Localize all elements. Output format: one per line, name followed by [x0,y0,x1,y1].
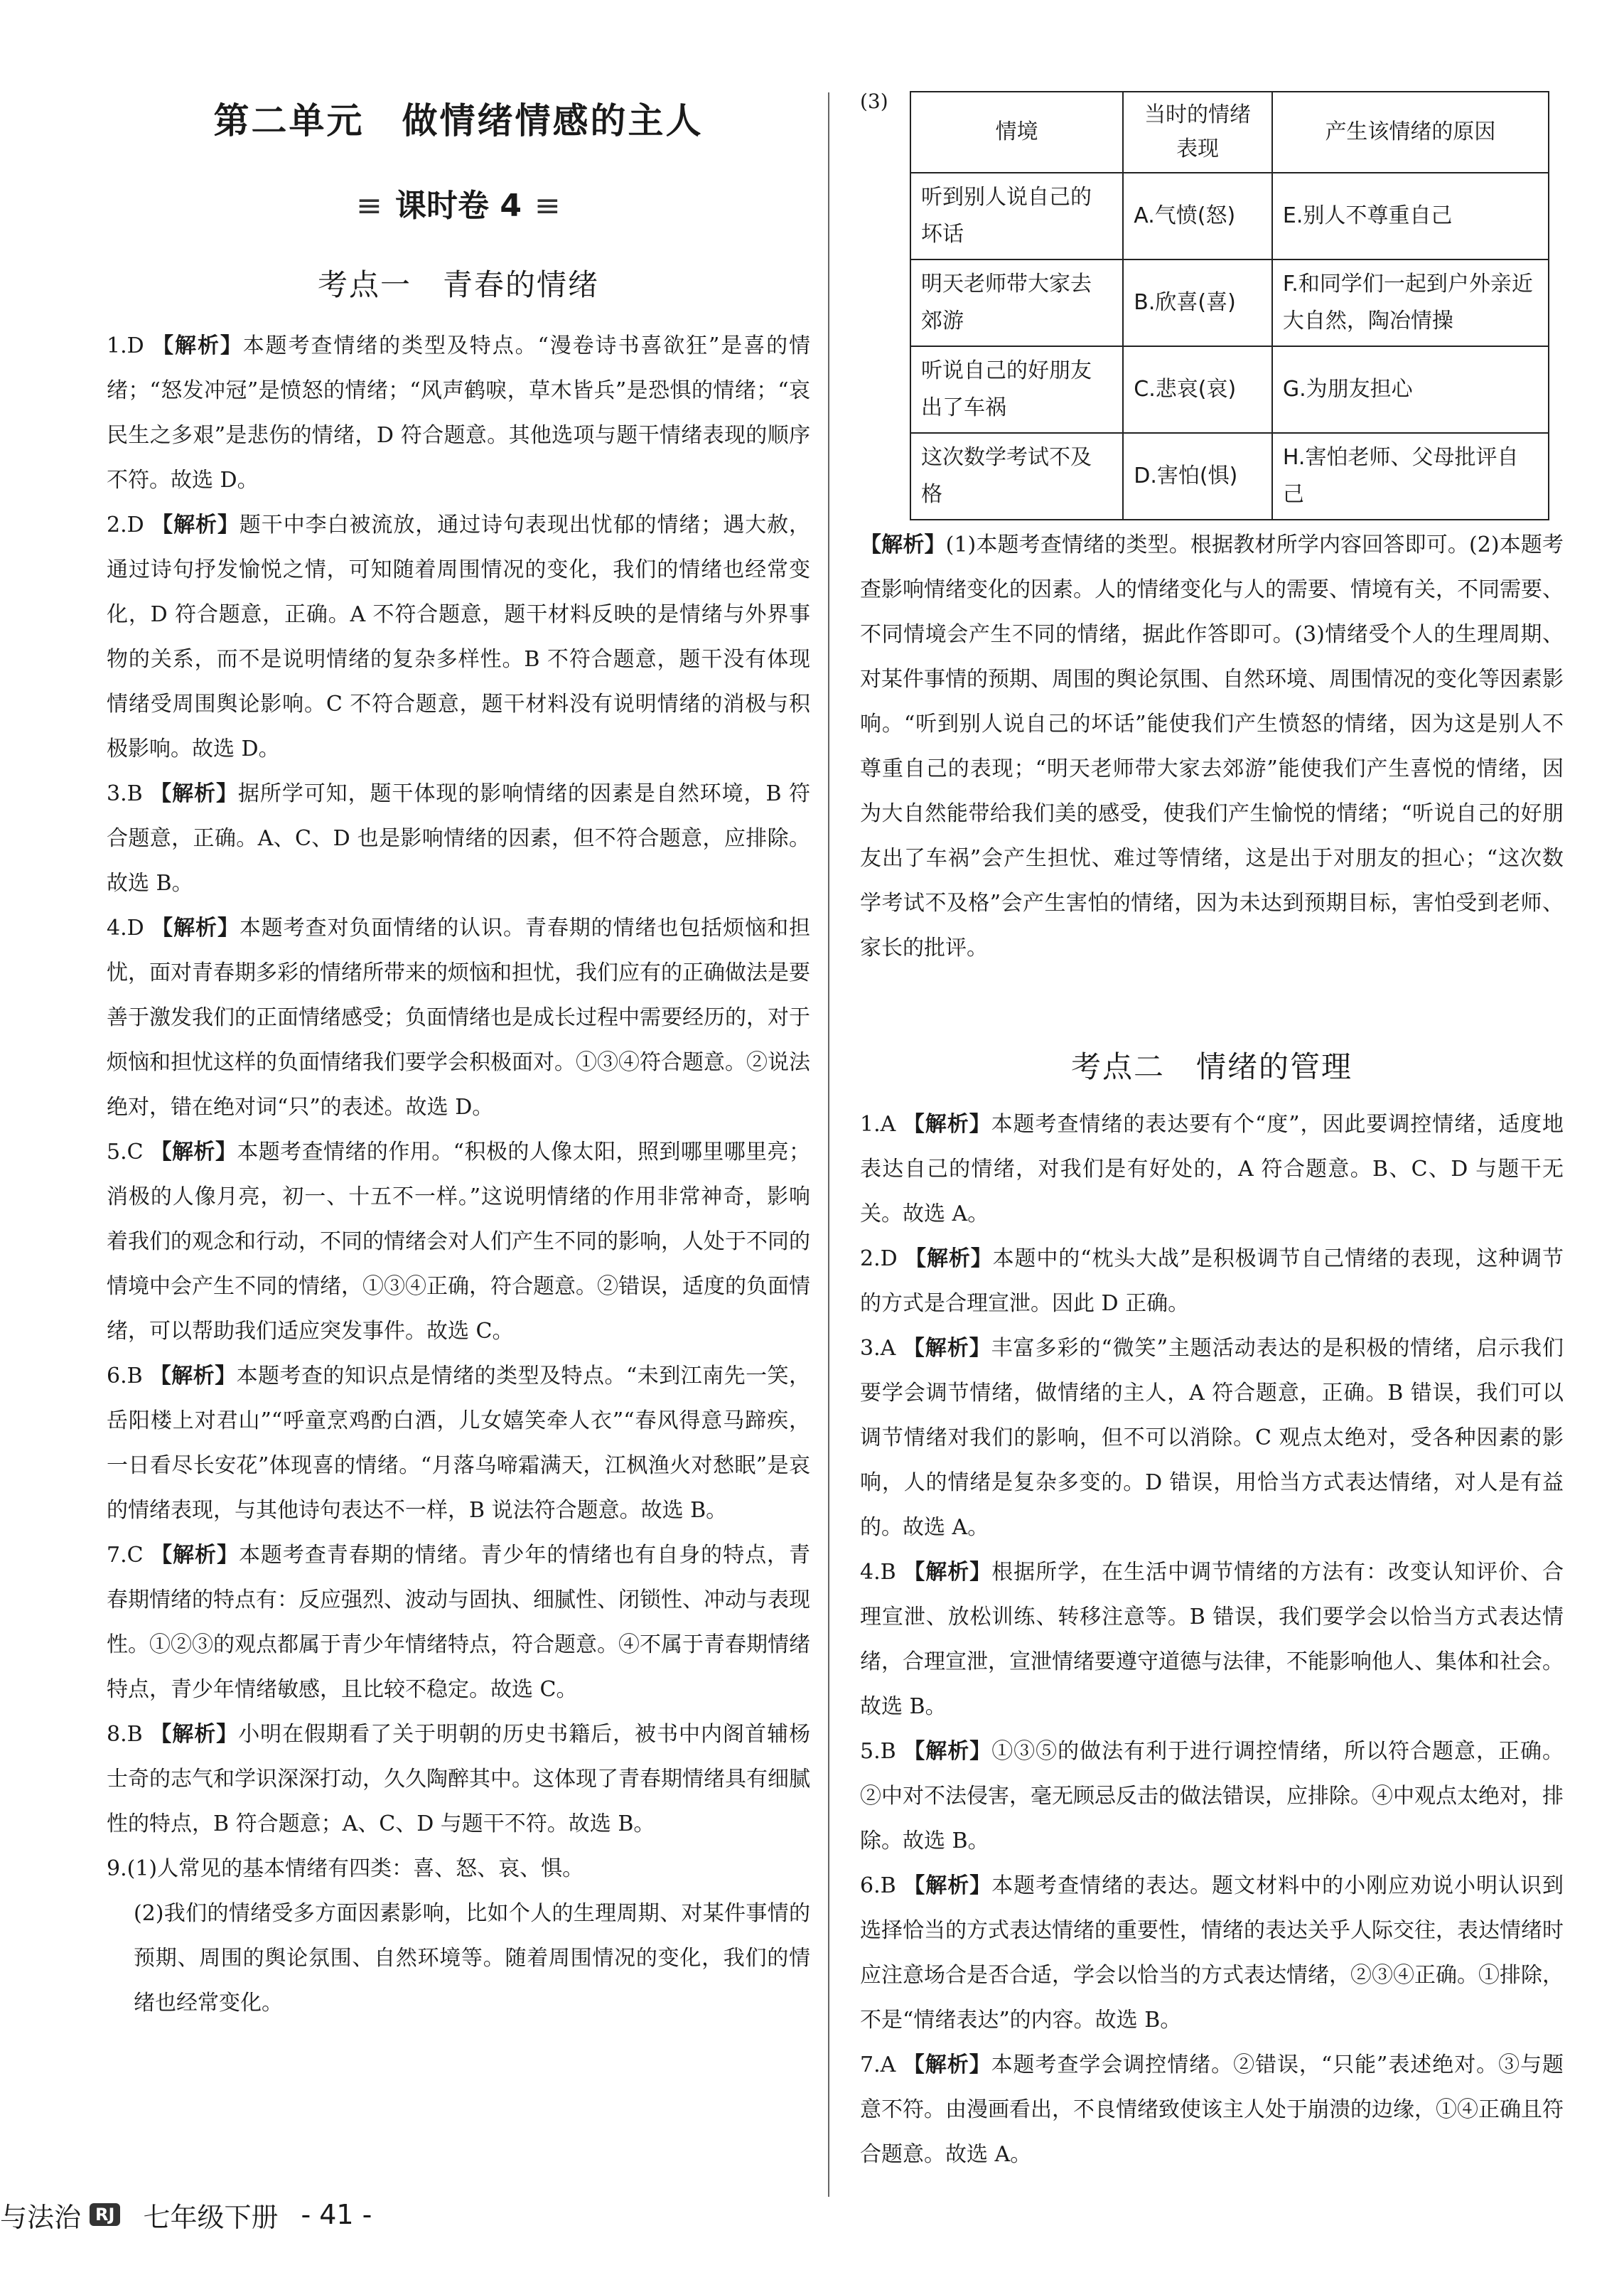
answer-number: 2.D [107,513,144,537]
answer-number: 4.B [860,1560,896,1585]
analysis-text: (1)本题考查情绪的类型。根据教材所学内容回答即可。(2)本题考查影响情绪变化的因素。人的情绪变化与人的需要、情境有关，不同需要、不同情境会产生不同的情绪，据此作答即可。(3)情绪受个人的生理周期、对某件事情的预期、周围的舆论氛围、自然环境、周围情况的变化等因素影响。“听到别人说自己的坏话”能使我们产生愤怒的情绪，因为这是别人不尊重自己的表现；“明天老师带大家去郊游”能使我们产生喜悦的情绪，因为大自然能带给我们美的感受，使我们产生愉悦的情绪；“听说自己的好朋友出了车祸”会产生担忧、难过等情绪，这是出于对朋友的担心；“这次数学考试不及格”会产生害怕的情绪，因为未达到预期目标，害怕受到老师、家长的批评。 [860,532,1564,960]
table-cell: 明天老师带大家去郊游 [910,259,1123,346]
table-cell: 听说自己的好朋友出了车祸 [910,346,1123,433]
answer-text: 本题考查学会调控情绪。②错误，“只能”表述绝对。③与题意不符。由漫画看出，不良情绪致使该主人处于崩溃的边缘，①④正确且符合题意。故选 A。 [860,2052,1564,2167]
table-header-cell: 当时的情绪表现 [1123,92,1272,173]
analysis-tag: 【解析】 [150,781,238,806]
table-row [910,346,1549,433]
lesson-title [107,180,810,225]
analysis-tag: 【解析】 [903,1112,991,1137]
answer-item [107,323,810,503]
equiv-right-icon: ≡ [534,188,561,224]
analysis-tag: 【解析】 [903,2052,991,2077]
table-cell: 听到别人说自己的坏话 [910,173,1123,259]
page-number: - 41 - [301,2199,372,2230]
analysis-tag: 【解析】 [905,1246,993,1271]
answer-text: 本题中的“枕头大战”是积极调节自己情绪的表现，这种调节的方式是合理宣泄。因此 D 正确。 [860,1246,1564,1316]
unit-title: 第二单元 做情绪情感的主人 [213,100,704,141]
answer-number: 9. [107,1856,127,1881]
answer-text: 本题考查青春期的情绪。青少年的情绪也有自身的特点，青春期情绪的特点有：反应强烈、波动与固执、细腻性、闭锁性、冲动与表现性。①②③的观点都属于青少年情绪特点，符合题意。④不属于青春期情绪特点，青少年情绪敏感，且比较不稳定。故选 C。 [107,1543,810,1702]
table-cell: E.别人不尊重自己 [1272,173,1549,259]
answer-item [860,1236,1564,1326]
section-title-kaodian1: 考点一 青春的情绪 [317,267,599,302]
answer-text: 小明在假期看了关于明朝的历史书籍后，被书中内阁首辅杨士奇的志气和学识深深打动，久久陶醉其中。这体现了青春期情绪具有细腻性的特点，B 符合题意；A、C、D 与题干不符。故选 B。 [107,1722,811,1836]
answer-number: 1.A [860,1112,896,1137]
analysis-tag: 【解析】 [903,1560,992,1585]
table-header-row [910,92,1549,173]
edition-badge: RJ [90,2203,120,2226]
answer-number: 6.B [107,1364,143,1388]
table-row [910,433,1549,520]
analysis-tag: 【解析】 [152,333,243,358]
analysis-tag: 【解析】 [150,1140,237,1165]
answer-text: 本题考查情绪的类型及特点。“漫卷诗书喜欲狂”是喜的情绪；“怒发冲冠”是愤怒的情绪；“风声鹤唳，草木皆兵”是恐惧的情绪；“哀民生之多艰”是悲伤的情绪，D 符合题意。其他选项与题干情绪表现的顺序不符。故选 D。 [107,333,811,493]
table-cell: F.和同学们一起到户外亲近大自然，陶冶情操 [1272,259,1549,346]
analysis-3 [860,523,1564,970]
analysis-tag: 【解析】 [903,1739,992,1764]
answer-item [860,1102,1564,1236]
answer-item [860,2043,1564,2177]
analysis-tag: 【解析】 [151,916,240,941]
table-cell: G.为朋友担心 [1272,346,1549,433]
answer-text: 本题考查对负面情绪的认识。青春期的情绪也包括烦恼和担忧，面对青春期多彩的情绪所带来的烦恼和担忧，我们应有的正确做法是要善于激发我们的正面情绪感受；负面情绪也是成长过程中需要经历的，对于烦恼和担忧这样的负面情绪我们要学会积极面对。①③④符合题意。②说法绝对，错在绝对词“只”的表述。故选 D。 [107,916,810,1120]
answer-number: 4.D [107,916,144,941]
answer-text: 题干中李白被流放，通过诗句表现出忧郁的情绪；遇大赦，通过诗句抒发愉悦之情，可知随着周围情况的变化，我们的情绪也经常变化，D 符合题意，正确。A 不符合题意，题干材料反映的是情绪与外界事物的关系，而不是说明情绪的复杂多样性。B 不符合题意，题干没有体现情绪受周围舆论影响。C 不符合题意，题干材料没有说明情绪的消极与积极影响。故选 D。 [107,513,810,761]
answer-item [107,503,810,771]
table-number: (3) [860,90,888,113]
footer-subject: 与法治 [0,2201,82,2233]
answer-number: 1.D [107,333,144,358]
answer-text: ①③⑤的做法有利于进行调控情绪，所以符合题意，正确。②中对不法侵害，毫无顾忌反击的做法错误，应排除。④中观点太绝对，排除。故选 B。 [860,1739,1564,1853]
answer-number: 7.C [107,1543,144,1568]
answer-text: 丰富多彩的“微笑”主题活动表达的是积极的情绪，启示我们要学会调节情绪，做情绪的主人，A 符合题意，正确。B 错误，我们可以调节情绪对我们的影响，但不可以消除。C 观点太绝对，受各种因素的影响，人的情绪是复杂多变的。D 错误，用恰当方式表达情绪，对人是有益的。故选 A。 [860,1336,1564,1540]
answer-item [860,1729,1564,1863]
answer-number: 6.B [860,1873,896,1898]
answer-number: 8.B [107,1722,143,1747]
answer-text: 本题考查的知识点是情绪的类型及特点。“未到江南先一笑，岳阳楼上对君山”“呼童烹鸡酌白酒，儿女嬉笑牵人衣”“春风得意马蹄疾，一日看尽长安花”体现喜的情绪。“月落乌啼霜满天，江枫渔火对愁眠”是哀的情绪表现，与其他诗句表达不一样，B 说法符合题意。故选 B。 [107,1364,811,1523]
section-title-kaodian2: 考点二 情绪的管理 [1070,1049,1353,1084]
answer-text: 本题考查情绪的作用。“积极的人像太阳，照到哪里哪里亮；消极的人像月亮，初一、十五不一样。”这说明情绪的作用非常神奇，影响着我们的观念和行动，不同的情绪会对人们产生不同的影响，人处于不同的情境中会产生不同的情绪，①③④正确，符合题意。②错误，适度的负面情绪，可以帮助我们适应突发事件。故选 C。 [107,1140,810,1344]
answer-text: 本题考查情绪的表达。题文材料中的小刚应劝说小明认识到选择恰当的方式表达情绪的重要性，情绪的表达关乎人际交往，表达情绪时应注意场合是否合适，学会以恰当的方式表达情绪，②③④正确。①排除，不是“情绪表达”的内容。故选 B。 [860,1873,1564,2033]
analysis-tag: 【解析】 [150,1722,239,1747]
equiv-left-icon: ≡ [356,188,383,224]
situation-table [910,91,1549,520]
answer-item [860,1863,1564,2043]
answer-item [107,771,810,906]
table-cell: 这次数学考试不及格 [910,433,1123,520]
answer-item [107,1533,810,1712]
answer-item [860,1326,1564,1550]
answer-text: 本题考查情绪的表达要有个“度”，因此要调控情绪，适度地表达自己的情绪，对我们是有好处的，A 符合题意。B、C、D 与题干无关。故选 A。 [860,1112,1564,1226]
page-footer [0,2193,372,2236]
table-cell: H.害怕老师、父母批评自己 [1272,433,1549,520]
kaodian2-answer-list [860,1102,1564,2177]
answer-text: 根据所学，在生活中调节情绪的方法有：改变认知评价、合理宣泄、放松训练、转移注意等。B 错误，我们要学会以恰当方式表达情绪，合理宣泄，宣泄情绪要遵守道德与法律，不能影响他人、集体和社会。故选 B。 [860,1560,1564,1719]
analysis-tag: 【解析】 [151,1543,239,1568]
answer-text: (1)人常见的基本情绪有四类：喜、怒、哀、惧。 [127,1856,584,1881]
column-divider [828,92,829,2197]
analysis-tag: 【解析】 [903,1873,992,1898]
table-row [910,259,1549,346]
analysis-tag: 【解析】 [151,513,240,537]
table-cell: B.欣喜(喜) [1123,259,1272,346]
answer-item [107,1354,810,1533]
answer-item [107,1712,810,1846]
table-row [910,173,1549,259]
answer-item-9 [107,1846,810,2025]
answer-text: 据所学可知，题干体现的影响情绪的因素是自然环境，B 符合题意，正确。A、C、D 也是影响情绪的因素，但不符合题意，应排除。故选 B。 [107,781,810,896]
answer-number: 2.D [860,1246,898,1271]
answer-item [107,1130,810,1354]
table-cell: C.悲哀(哀) [1123,346,1272,433]
analysis-tag: 【解析】 [860,532,946,557]
analysis-tag: 【解析】 [903,1336,991,1361]
kaodian1-answer-list [107,323,810,2025]
table-header-cell: 情境 [910,92,1123,173]
footer-grade: 七年级下册 [143,2201,279,2233]
answer-text: (2)我们的情绪受多方面因素影响，比如个人的生理周期、对某件事情的预期、周围的舆论氛围、自然环境等。随着周围情况的变化，我们的情绪也经常变化。 [134,1901,810,2016]
answer-item [860,1550,1564,1729]
answer-number: 3.B [107,781,143,806]
answer-number: 7.A [860,2052,896,2077]
table-cell: D.害怕(惧) [1123,433,1272,520]
answer-number: 5.C [107,1140,144,1165]
table-cell: A.气愤(怒) [1123,173,1272,259]
answer-number: 3.A [860,1336,896,1361]
analysis-tag: 【解析】 [149,1364,237,1388]
answer-item [107,906,810,1130]
table-header-cell: 产生该情绪的原因 [1272,92,1549,173]
lesson-title-text: 课时卷 4 [395,188,522,224]
answer-number: 5.B [860,1739,896,1764]
